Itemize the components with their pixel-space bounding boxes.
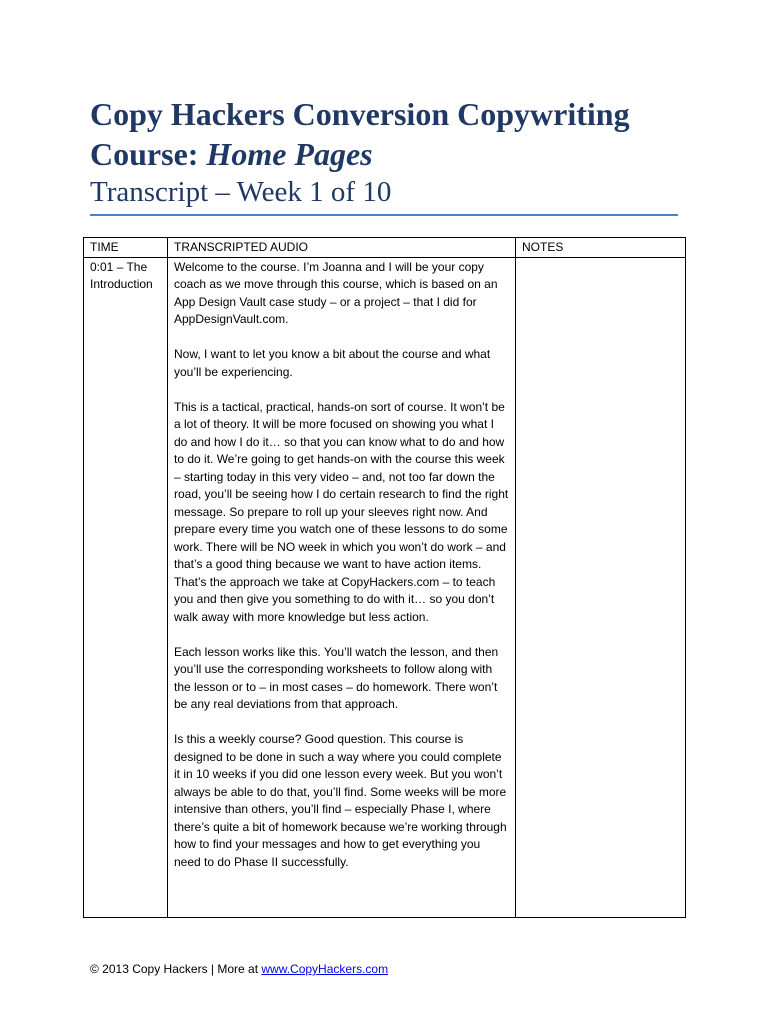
notes-cell [516, 257, 686, 917]
document-title [90, 94, 690, 174]
header-time: TIME [84, 238, 168, 258]
audio-cell [168, 257, 516, 917]
transcript-paragraph: Welcome to the course. I’m Joanna and I will be your copy coach as we move through this course, which is based on an App Design Vault case study – or a project – that I did for AppDesignVault.com. [174, 259, 498, 326]
title-italic: Home Pages [206, 136, 373, 172]
title-divider [90, 214, 678, 216]
page-footer [90, 962, 388, 976]
table-row [84, 257, 686, 917]
header-notes: NOTES [516, 238, 686, 258]
transcript-paragraph: Now, I want to let you know a bit about the course and what you’ll be experiencing. [174, 347, 491, 379]
footer-link[interactable]: www.CopyHackers.com [261, 962, 389, 976]
table-header-row [84, 238, 686, 258]
transcript-paragraph: Each lesson works like this. You’ll watch the lesson, and then you’ll use the corresponding worksheets to follow along with the lesson or to – in most cases – do homework. There won’t be any real deviations from that approach. [174, 644, 499, 711]
document-subtitle: Transcript – Week 1 of 10 [90, 176, 392, 208]
title-main: Copy Hackers Conversion Copywriting Course: [90, 96, 630, 172]
transcript-paragraph: Is this a weekly course? Good question. This course is designed to be done in such a way where you could complete it in 10 weeks if you did one lesson every week. But you won’t always be able to do that, you’ll find. Some weeks will be more intensive than others, you’ll find – especially Phase I, where there’s quite a bit of homework because we’re working through how to find your messages and how to get everything you need to do Phase II successfully. [174, 732, 507, 869]
time-cell: 0:01 – The Introduction [84, 257, 168, 917]
transcript-paragraph: This is a tactical, practical, hands-on sort of course. It won’t be a lot of theory. It will be more focused on showing you what I do and how I do it… so that you can know what to do and how to do it. We’re going to get hands-on with the course this week – starting today in this very video – and, not too far down the road, you’ll be seeing how I do certain research to find the right message. So prepare to roll up your sleeves right now. And prepare every time you watch one of these lessons to do some work. There will be NO week in which you won’t do work – and that’s a good thing because we want to have action items. That’s the approach we take at CopyHackers.com – to teach you and then give you something to do with it… so you don’t walk away with more knowledge but less action. [174, 399, 509, 624]
transcript-table [83, 237, 686, 918]
footer-text: © 2013 Copy Hackers | More at [90, 962, 262, 976]
header-audio: TRANSCRIPTED AUDIO [168, 238, 516, 258]
